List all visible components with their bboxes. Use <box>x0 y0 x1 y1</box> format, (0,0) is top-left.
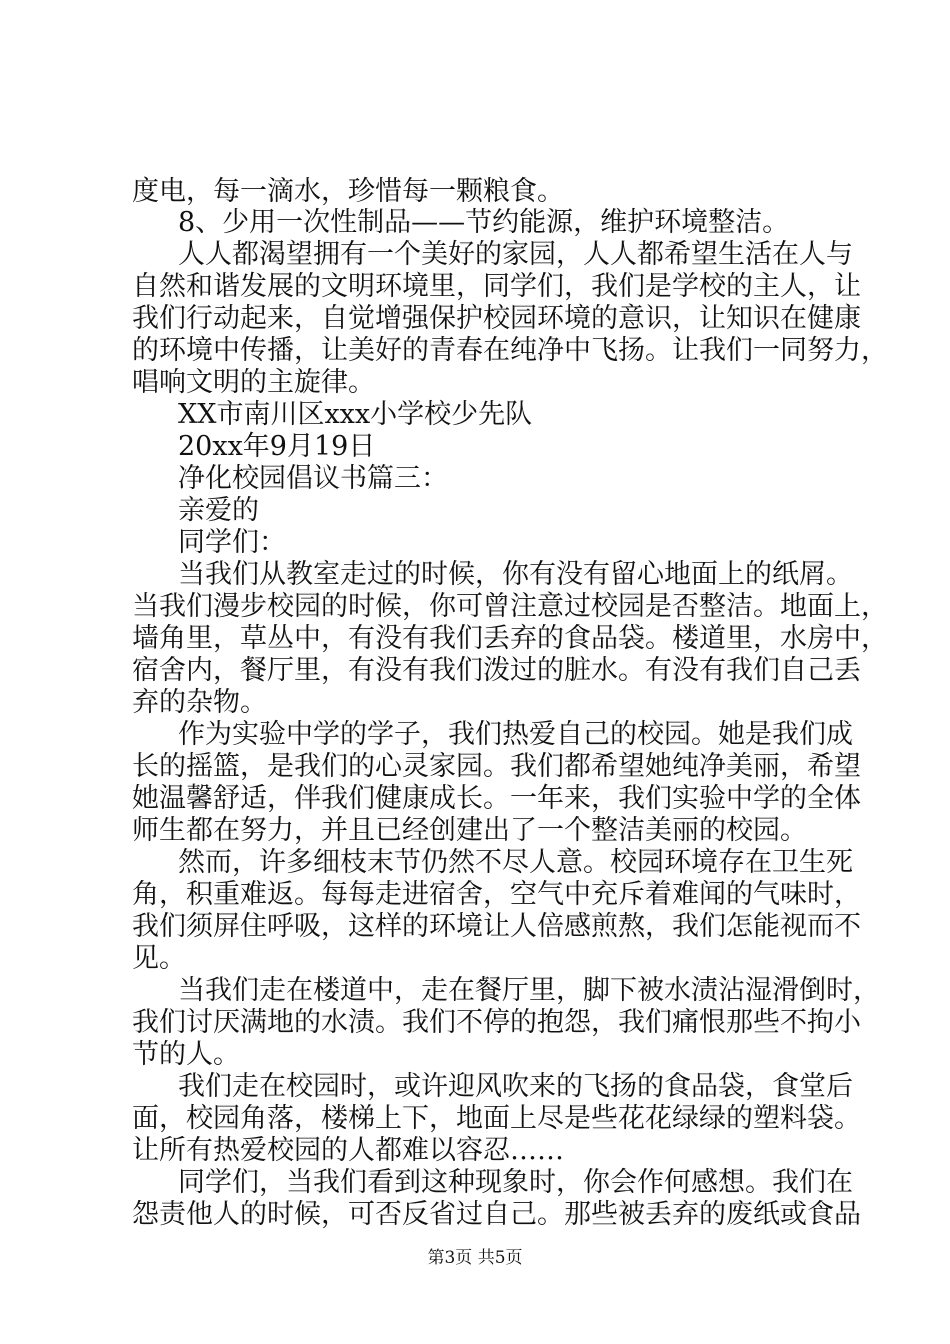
text-line: 面，校园角落，楼梯上下，地面上尽是些花花绿绿的塑料袋。 <box>132 1103 861 1134</box>
text-line: 度电，每一滴水，珍惜每一颗粮食。 <box>132 176 564 207</box>
text-line: 人人都渴望拥有一个美好的家园，人人都希望生活在人与 <box>178 239 853 270</box>
text-line: 我们行动起来，自觉增强保护校园环境的意识，让知识在健康 <box>132 303 861 334</box>
text-line: 长的摇篮，是我们的心灵家园。我们都希望她纯净美丽，希望 <box>132 751 861 782</box>
text-line: 我们走在校园时，或许迎风吹来的飞扬的食品袋，食堂后 <box>178 1071 853 1102</box>
text-line: 墙角里，草丛中，有没有我们丢弃的食品袋。楼道里，水房中， <box>132 623 888 654</box>
text-line: 节的人。 <box>132 1039 240 1070</box>
text-line: 当我们从教室走过的时候，你有没有留心地面上的纸屑。 <box>178 559 853 590</box>
text-line: 的环境中传播，让美好的青春在纯净中飞扬。让我们一同努力， <box>132 335 888 366</box>
text-line: 自然和谐发展的文明环境里，同学们，我们是学校的主人，让 <box>132 271 861 302</box>
text-line: 然而，许多细枝末节仍然不尽人意。校园环境存在卫生死 <box>178 847 853 878</box>
text-line: 我们须屏住呼吸，这样的环境让人倍感煎熬，我们怎能视而不 <box>132 911 861 942</box>
text-line: 弃的杂物。 <box>132 687 267 718</box>
text-line: 宿舍内，餐厅里，有没有我们泼过的脏水。有没有我们自己丢 <box>132 655 861 686</box>
text-line: 作为实验中学的学子，我们热爱自己的校园。她是我们成 <box>178 719 853 750</box>
text-line: 见。 <box>132 943 186 974</box>
text-line: 怨责他人的时候，可否反省过自己。那些被丢弃的废纸或食品 <box>132 1199 861 1230</box>
text-line: 当我们漫步校园的时候，你可曾注意过校园是否整洁。地面上， <box>132 591 888 622</box>
text-line: 净化校园倡议书篇三： <box>178 463 448 494</box>
page-footer: 第3页 共5页 <box>427 1248 523 1268</box>
text-line: XX市南川区xxx小学校少先队 <box>178 399 533 430</box>
text-line: 唱响文明的主旋律。 <box>132 367 375 398</box>
text-line: 我们讨厌满地的水渍。我们不停的抱怨，我们痛恨那些不拘小 <box>132 1007 861 1038</box>
text-line: 同学们： <box>178 527 286 558</box>
text-line: 师生都在努力，并且已经创建出了一个整洁美丽的校园。 <box>132 815 807 846</box>
text-line: 当我们走在楼道中，走在餐厅里，脚下被水渍沾湿滑倒时， <box>178 975 880 1006</box>
text-line: 她温馨舒适，伴我们健康成长。一年来，我们实验中学的全体 <box>132 783 861 814</box>
text-line: 8、少用一次性制品——节约能源，维护环境整洁。 <box>178 207 790 238</box>
text-line: 让所有热爱校园的人都难以容忍…… <box>132 1135 564 1166</box>
text-line: 20xx年9月19日 <box>178 431 376 462</box>
text-line: 角，积重难返。每每走进宿舍，空气中充斥着难闻的气味时， <box>132 879 861 910</box>
text-line: 亲爱的 <box>178 495 259 526</box>
text-line: 同学们，当我们看到这种现象时，你会作何感想。我们在 <box>178 1167 853 1198</box>
